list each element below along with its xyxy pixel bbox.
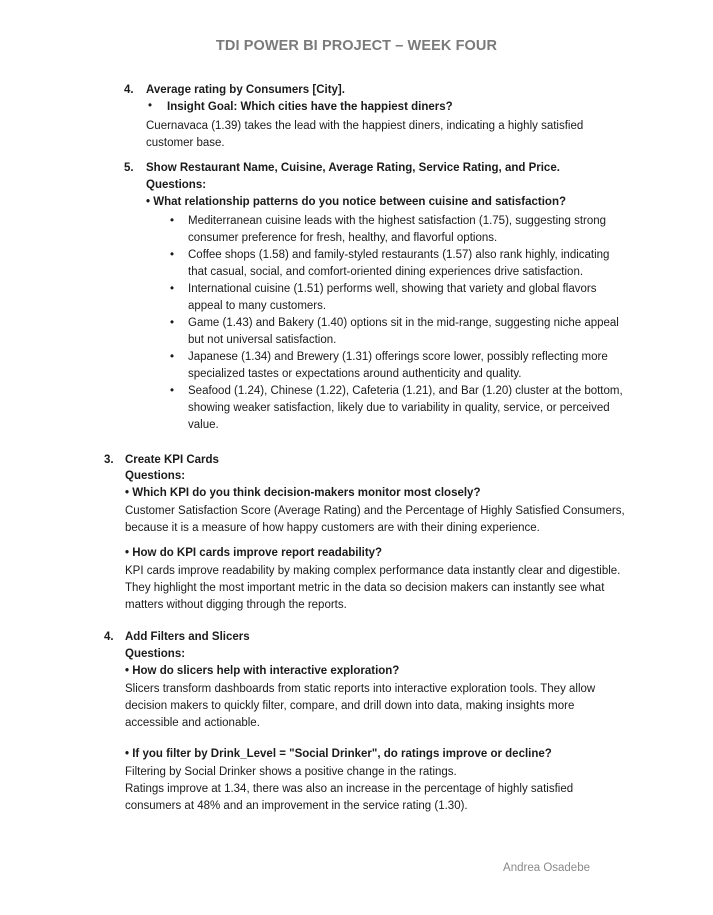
question-text: • How do KPI cards improve report readability? <box>125 547 383 559</box>
cuisine-insights-list <box>170 213 630 434</box>
question-text: • How do slicers help with interactive exploration? <box>125 665 400 677</box>
item-heading: Average rating by Consumers [City]. <box>146 84 345 96</box>
questions-label: Questions: <box>125 648 186 660</box>
answer-text: Slicers transform dashboards from static reports into interactive exploration tools. They allow decision makers to quickly filter, compare, and drill down into data, making insights more accessible and actionable. <box>125 683 596 729</box>
bullet-dot: • <box>148 100 153 112</box>
bullet-dot: • <box>170 215 175 227</box>
list-item: • International cuisine (1.51) performs well, showing that variety and global flavors appeal to many customers. <box>170 283 597 312</box>
answer-text: Ratings improve at 1.34, there was also an increase in the percentage of highly satisfied consumers at 48% and an improvement in the service rating (1.30). <box>125 783 574 812</box>
item-number: 5. <box>124 162 134 174</box>
answer-text: Customer Satisfaction Score (Average Rating) and the Percentage of Highly Satisfied Consumers, because it is a measure of how happy customers are with their dining experience. <box>125 505 625 534</box>
page-title: TDI POWER BI PROJECT – WEEK FOUR <box>215 38 498 54</box>
questions-label: Questions: <box>146 179 207 191</box>
item-heading: Show Restaurant Name, Cuisine, Average Rating, Service Rating, and Price. <box>146 162 560 174</box>
list-item: • Seafood (1.24), Chinese (1.22), Cafeteria (1.21), and Bar (1.20) cluster at the bottom, showing weaker satisfaction, likely due to variability in quality, service, or perceived value. <box>170 385 623 431</box>
question-text: • Which KPI do you think decision-makers monitor most closely? <box>125 487 481 499</box>
answer-text: KPI cards improve readability by making complex performance data instantly clear and digestible. They highlight the most important metric in the data so decision makers can instantly see what matters without digging through the reports. <box>125 565 621 611</box>
question-text: • What relationship patterns do you notice between cuisine and satisfaction? <box>146 196 567 208</box>
section-number: 4. <box>104 631 114 643</box>
bullet-dot: • <box>170 283 175 295</box>
bullet-dot: • <box>170 351 175 363</box>
bullet-dot: • <box>170 249 175 261</box>
list-item: • Game (1.43) and Bakery (1.40) options sit in the mid-range, suggesting niche appeal but not universal satisfaction. <box>170 317 619 346</box>
answer-text: Filtering by Social Drinker shows a positive change in the ratings. <box>125 766 457 778</box>
bullet-dot: • <box>170 385 175 397</box>
list-item: • Japanese (1.34) and Brewery (1.31) offerings score lower, possibly reflecting more specialized tastes or expectations around authenticity and quality. <box>170 351 608 380</box>
answer-text: Cuernavaca (1.39) takes the lead with the happiest diners, indicating a highly satisfied customer base. <box>146 120 584 149</box>
bullet-dot: • <box>170 317 175 329</box>
questions-label: Questions: <box>125 470 186 482</box>
insight-goal: Insight Goal: Which cities have the happiest diners? <box>167 101 453 113</box>
question-text: • If you filter by Drink_Level = "Social Drinker", do ratings improve or decline? <box>125 748 552 760</box>
item-number: 4. <box>124 84 134 96</box>
section-number: 3. <box>104 454 114 466</box>
list-item: • Coffee shops (1.58) and family-styled restaurants (1.57) also rank highly, indicating that casual, social, and comfort-oriented dining experiences drive satisfaction. <box>170 249 610 278</box>
section-heading: Add Filters and Slicers <box>125 631 250 643</box>
list-item: • Mediterranean cuisine leads with the highest satisfaction (1.75), suggesting strong consumer preference for fresh, healthy, and flavorful options. <box>170 215 607 244</box>
section-heading: Create KPI Cards <box>125 454 219 466</box>
author-footer: Andrea Osadebe <box>503 862 590 874</box>
